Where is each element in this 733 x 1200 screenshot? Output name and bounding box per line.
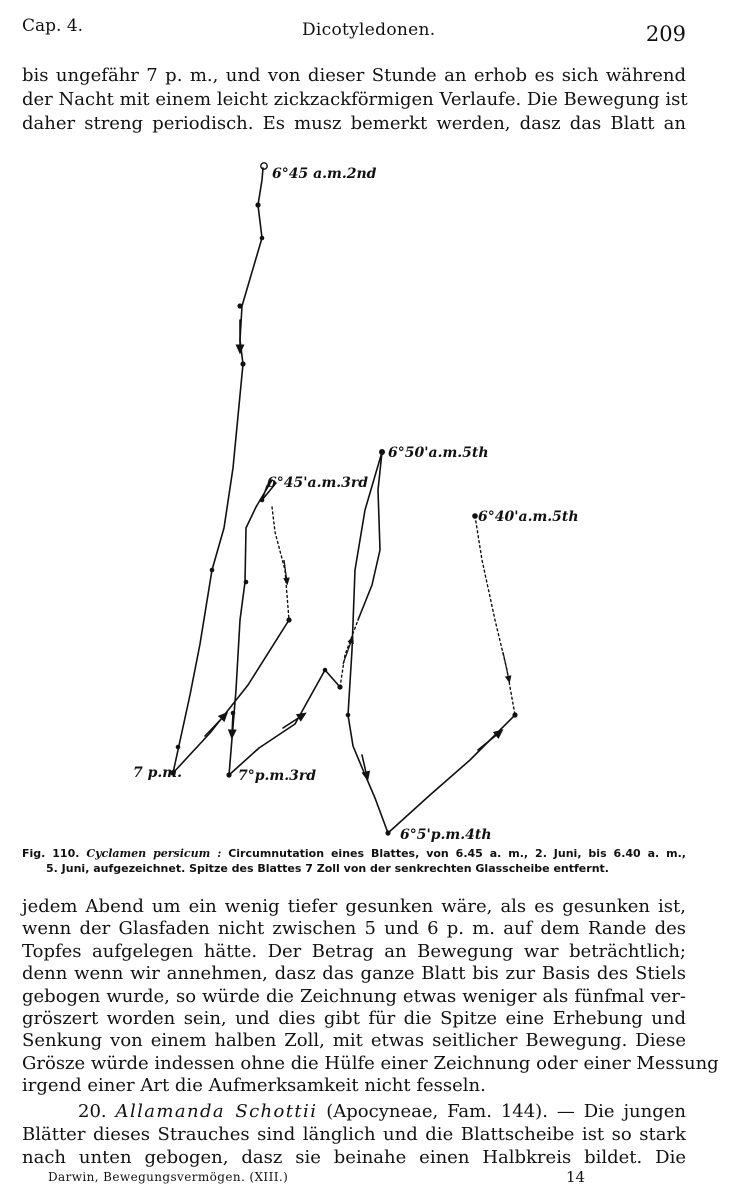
paragraph-bottom (22, 1100, 686, 1169)
text-line: irgend einer Art die Aufmerksamkeit nicht fesseln. (22, 1075, 486, 1097)
trace-day4-to-end (388, 715, 515, 833)
caption-line (22, 846, 686, 861)
trace-3rd-to-evening (229, 670, 340, 775)
label-6-45-am-3rd: 6°45'a.m.3rd (267, 475, 369, 491)
page-footer (48, 1170, 688, 1190)
trace-up-arrow (205, 715, 225, 736)
start-point (261, 163, 267, 169)
trace-3rd-loop (229, 480, 276, 775)
dotted-day5 (475, 516, 515, 715)
label-6-40-am-5th: 6°40'a.m.5th (478, 509, 579, 525)
page-number: 209 (645, 22, 686, 46)
text-line: Senkung von einem halben Zoll, mit etwas seitlicher Bewegung. Diese (22, 1030, 686, 1052)
text-line: jedem Abend um ein wenig tiefer gesunken wäre, als es gesunken ist, (22, 896, 686, 917)
circumnutation-diagram (0, 150, 733, 850)
running-header (22, 14, 686, 44)
text-line: daher streng periodisch. Es musz bemerkt werden, dasz das Blatt an (22, 113, 686, 134)
text-line: wenn der Glasfaden nicht zwischen 5 und 6 p. m. auf dem Rande des (22, 918, 686, 940)
text-line: gröszert worden sein, und dies gibt für die Spitze eine Erhebung und (22, 1007, 686, 1029)
label-6-45-am-2nd: 6°45 a.m.2nd (272, 166, 377, 182)
paragraph-middle (22, 896, 719, 1098)
text-line: der Nacht mit einem leicht zickzackförmigen Verlaufe. Die Bewegung ist (22, 89, 688, 110)
text-line: Grösze würde indessen ohne die Hülfe einer Zeichnung oder einer Messung (22, 1052, 719, 1074)
observation-dots (170, 202, 517, 835)
text-line: bis ungefähr 7 p. m., und von dieser Stunde an erhob es sich während (22, 65, 686, 86)
text-line: denn wenn wir annehmen, dasz das ganze Blatt bis zur Basis des Stiels (22, 963, 686, 985)
section-number: 20. (78, 1101, 107, 1122)
signature-mark: 14 (566, 1168, 586, 1186)
trace-3rd-arrow-down (232, 713, 233, 735)
footer-imprint: Darwin, Bewegungsvermögen. (XIII.) (48, 1170, 289, 1184)
caption-line2: 5. Juni, aufgezeichnet. Spitze des Blattes 7 Zoll von der senkrechten Glasscheibe entfernt. (46, 862, 609, 875)
caption-prefix: Fig. 110. (22, 847, 80, 860)
trace-day2 (240, 168, 263, 364)
label-6-50-am-5th: 6°50'a.m.5th (388, 445, 489, 461)
text-line: Topfes aufgelegen hätte. Der Betrag an Bewegung war beträchtlich; (22, 940, 686, 962)
label-7-pm-3rd: 7°p.m.3rd (238, 768, 316, 784)
text-line: nach unten gebogen, dasz sie beinahe einen Halbkreis bildet. Die (22, 1147, 686, 1168)
section-title: Dicotyledonen. (302, 20, 436, 40)
dotted-arrow-day5 (503, 652, 509, 680)
species-name: Allamanda Schottii (115, 1101, 318, 1122)
text-line: gebogen wurde, so würde die Zeichnung etwas weniger als fünfmal ver- (22, 985, 686, 1007)
caption-line1: Circumnutation eines Blattes, von 6.45 a. m., 2. Juni, bis 6.40 a. m., (228, 847, 686, 860)
caption-species: Cyclamen persicum : (86, 847, 222, 860)
label-7-pm: 7 p.m. (133, 765, 182, 781)
dotted-evening (340, 620, 358, 687)
chapter-label: Cap. 4. (22, 16, 84, 36)
dotted-3rd (272, 507, 289, 620)
text-line (22, 1100, 686, 1123)
line1-rest: (Apocyneae, Fam. 144). — Die jungen (326, 1101, 686, 1122)
paragraph-top (22, 64, 686, 136)
text-line: Blätter dieses Strauches sind länglich und die Blattscheibe ist so stark (22, 1124, 686, 1145)
trace-day5-loop (348, 452, 388, 833)
trace-end-arrow (478, 732, 500, 750)
figure-110-circumnutation (0, 150, 733, 850)
figure-caption (22, 846, 686, 876)
label-6-5-pm-4th: 6°5'p.m.4th (400, 827, 492, 843)
